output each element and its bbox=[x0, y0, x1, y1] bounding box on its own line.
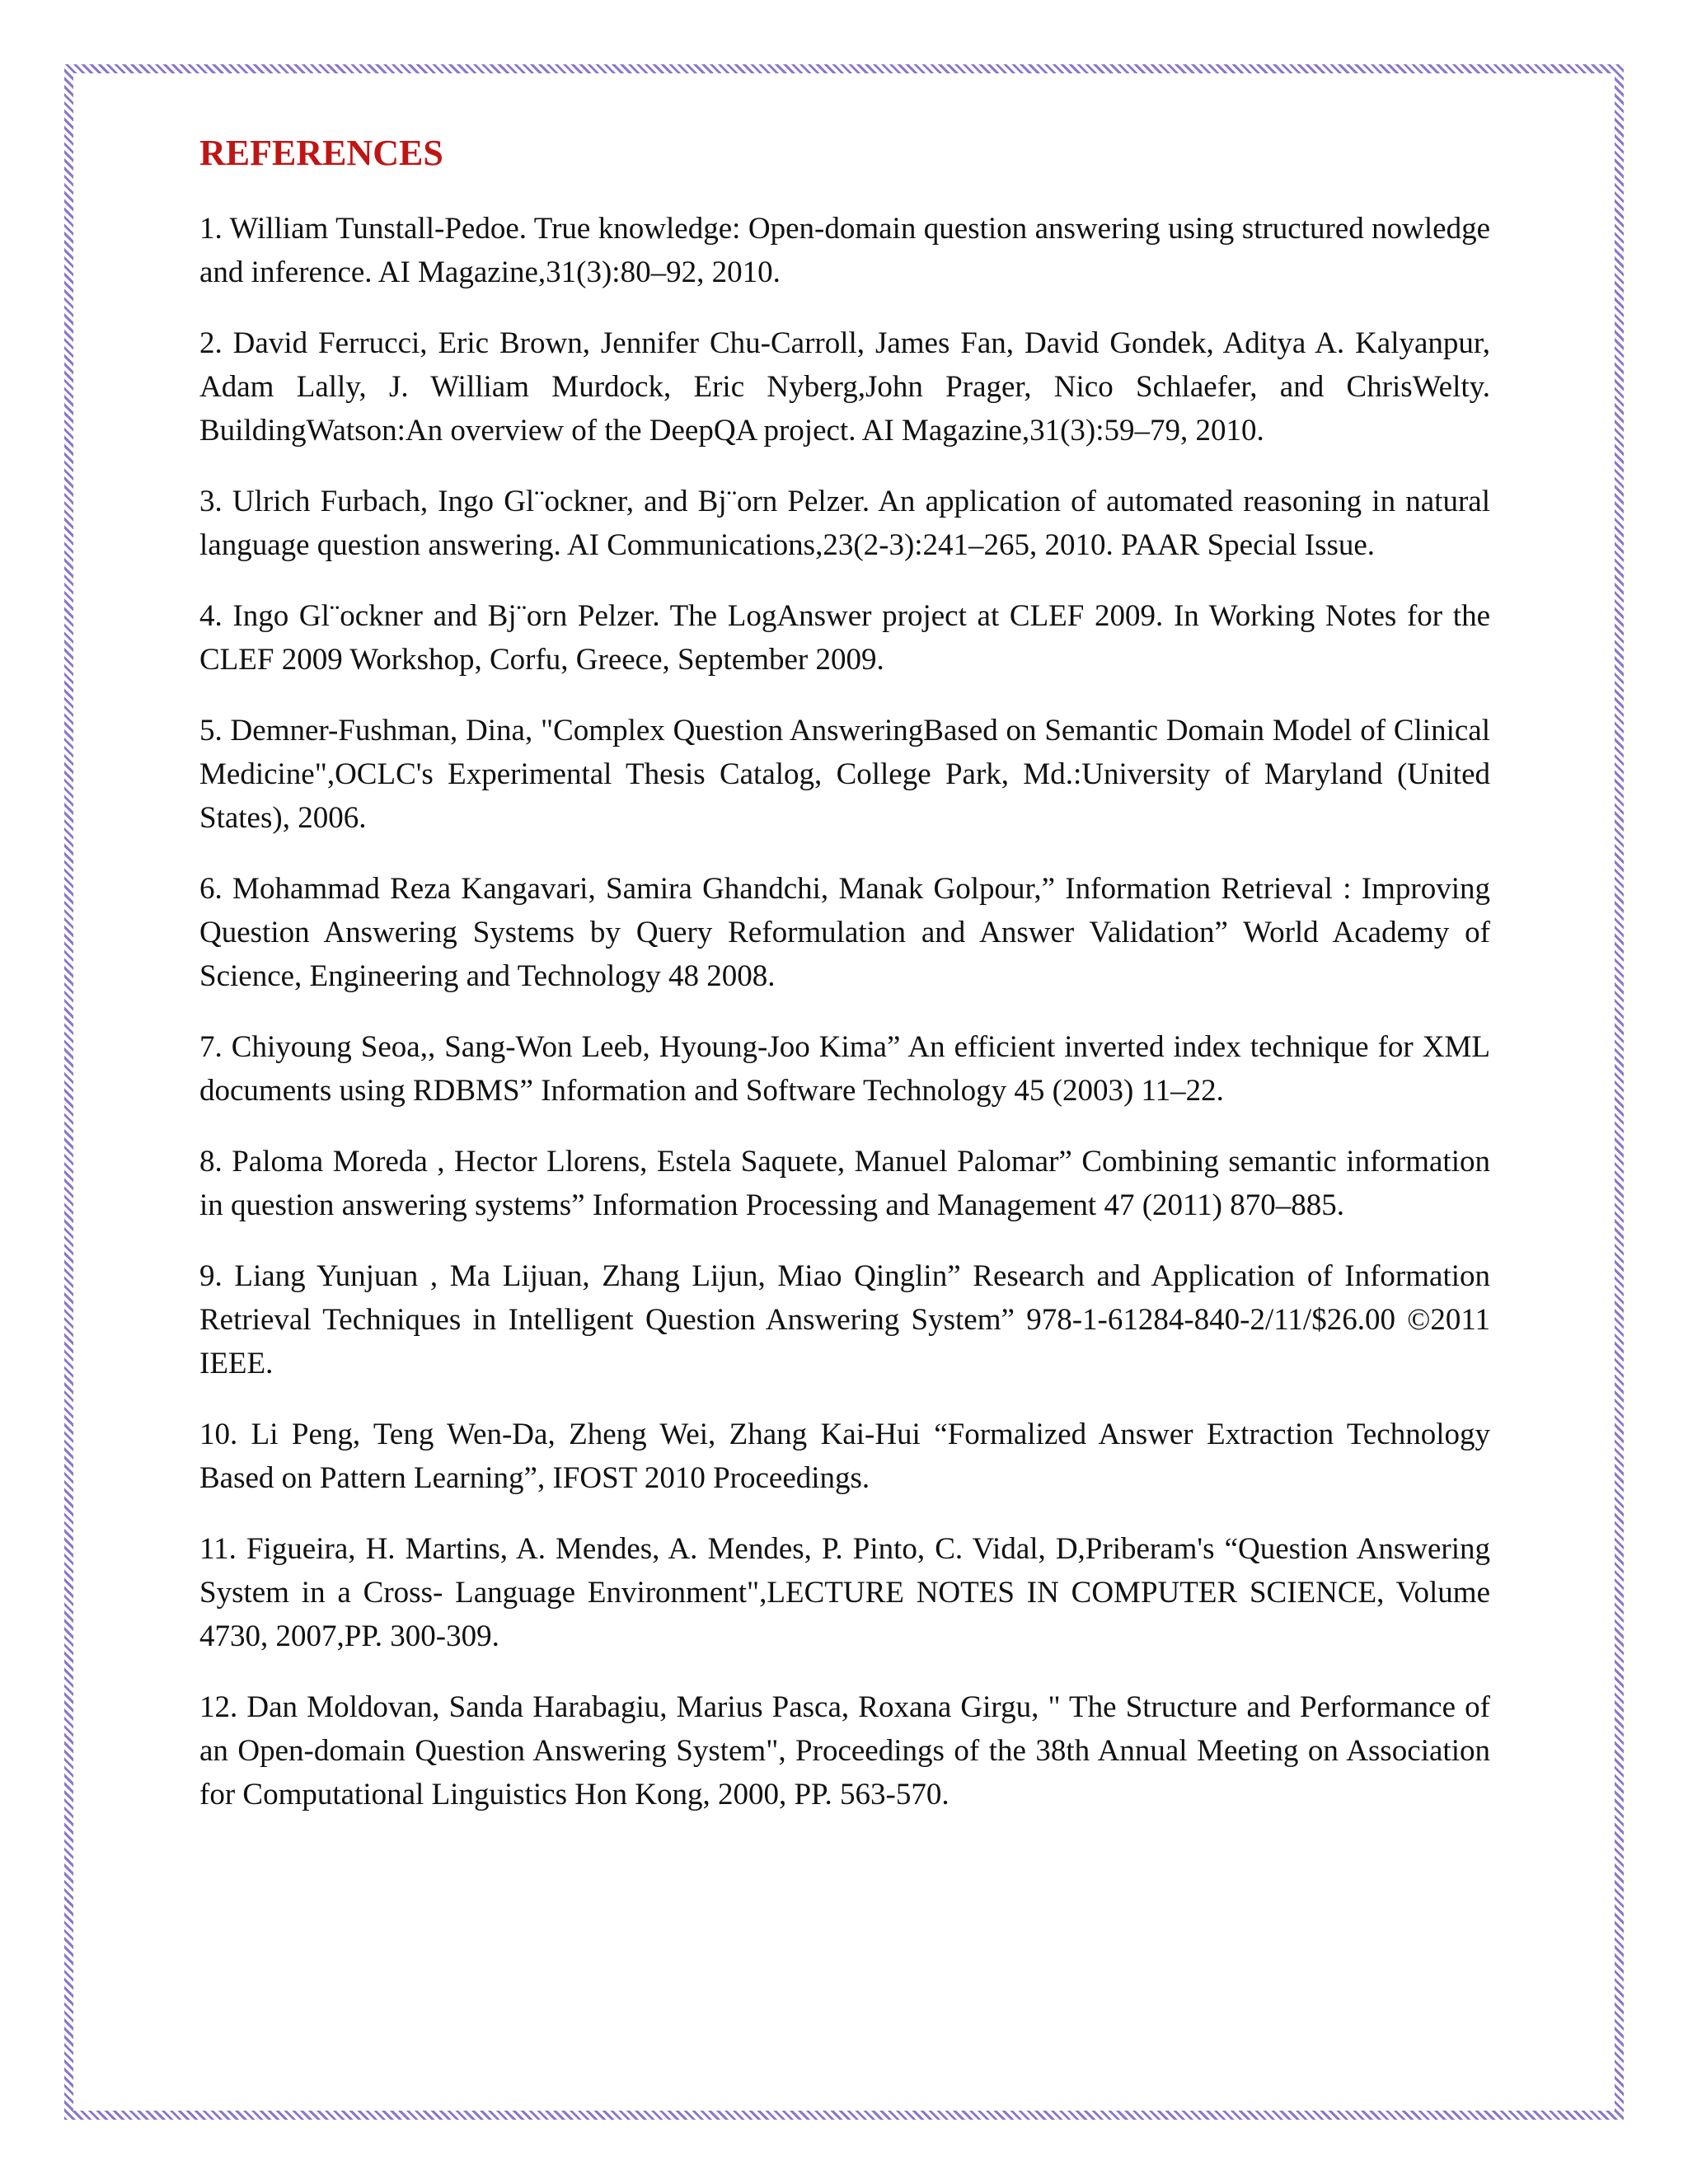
reference-item: 11. Figueira, H. Martins, A. Mendes, A. Mendes, P. Pinto, C. Vidal, D,Priberam's “Question Answering System in a Cross- Language Environment",LECTURE NOTES IN COMPUTER SCIENCE, Volume 4730, 2007,PP. 300-309. bbox=[199, 1531, 1490, 1653]
reference-item: 12. Dan Moldovan, Sanda Harabagiu, Marius Pasca, Roxana Girgu, " The Structure and Performance of an Open-domain Question Answering System", Proceedings of the 38th Annual Meeting on Association for Computational Linguistics Hon Kong, 2000, PP. 563-570. bbox=[199, 1690, 1490, 1811]
reference-item: 8. Paloma Moreda , Hector Llorens, Estela Saquete, Manuel Palomar” Combining semantic information in question answering systems” Information Processing and Management 47 (2011) 870–885. bbox=[199, 1144, 1490, 1222]
reference-item: 9. Liang Yunjuan , Ma Lijuan, Zhang Lijun, Miao Qinglin” Research and Application of Information Retrieval Techniques in Intelligent Question Answering System” 978-1-61284-840-2/11/$26.00 ©2011 IEEE. bbox=[199, 1258, 1490, 1380]
references-list bbox=[199, 207, 1490, 1816]
reference-item: 6. Mohammad Reza Kangavari, Samira Ghandchi, Manak Golpour,” Information Retrieval : Improving Question Answering Systems by Query Reformulation and Answer Validation” World Academy of Science, Engineering and Technology 48 2008. bbox=[199, 871, 1490, 993]
reference-item: 5. Demner-Fushman, Dina, "Complex Question AnsweringBased on Semantic Domain Model of Clinical Medicine",OCLC's Experimental Thesis Catalog, College Park, Md.:University of Maryland (United States), 2006. bbox=[199, 713, 1490, 835]
reference-item: 1. William Tunstall-Pedoe. True knowledge: Open-domain question answering using structured nowledge and inference. AI Magazine,31(3):80–92, 2010. bbox=[199, 211, 1490, 289]
reference-item: 10. Li Peng, Teng Wen-Da, Zheng Wei, Zhang Kai-Hui “Formalized Answer Extraction Technology Based on Pattern Learning”, IFOST 2010 Proceedings. bbox=[199, 1417, 1490, 1495]
reference-item: 2. David Ferrucci, Eric Brown, Jennifer Chu-Carroll, James Fan, David Gondek, Aditya A. Kalyanpur, Adam Lally, J. William Murdock, Eric Nyberg,John Prager, Nico Schlaefer, and ChrisWelty. BuildingWatson:An overview of the DeepQA project. AI Magazine,31(3):59–79, 2010. bbox=[199, 326, 1490, 448]
document-body bbox=[199, 132, 1490, 1844]
reference-item: 4. Ingo Gl¨ockner and Bj¨orn Pelzer. The LogAnswer project at CLEF 2009. In Working Notes for the CLEF 2009 Workshop, Corfu, Greece, September 2009. bbox=[199, 598, 1490, 677]
reference-item: 3. Ulrich Furbach, Ingo Gl¨ockner, and Bj¨orn Pelzer. An application of automated reasoning in natural language question answering. AI Communications,23(2-3):241–265, 2010. PAAR Special Issue. bbox=[199, 484, 1490, 562]
reference-item: 7. Chiyoung Seoa,, Sang-Won Leeb, Hyoung-Joo Kima” An efficient inverted index technique for XML documents using RDBMS” Information and Software Technology 45 (2003) 11–22. bbox=[199, 1029, 1490, 1108]
references-heading: REFERENCES bbox=[199, 133, 443, 173]
